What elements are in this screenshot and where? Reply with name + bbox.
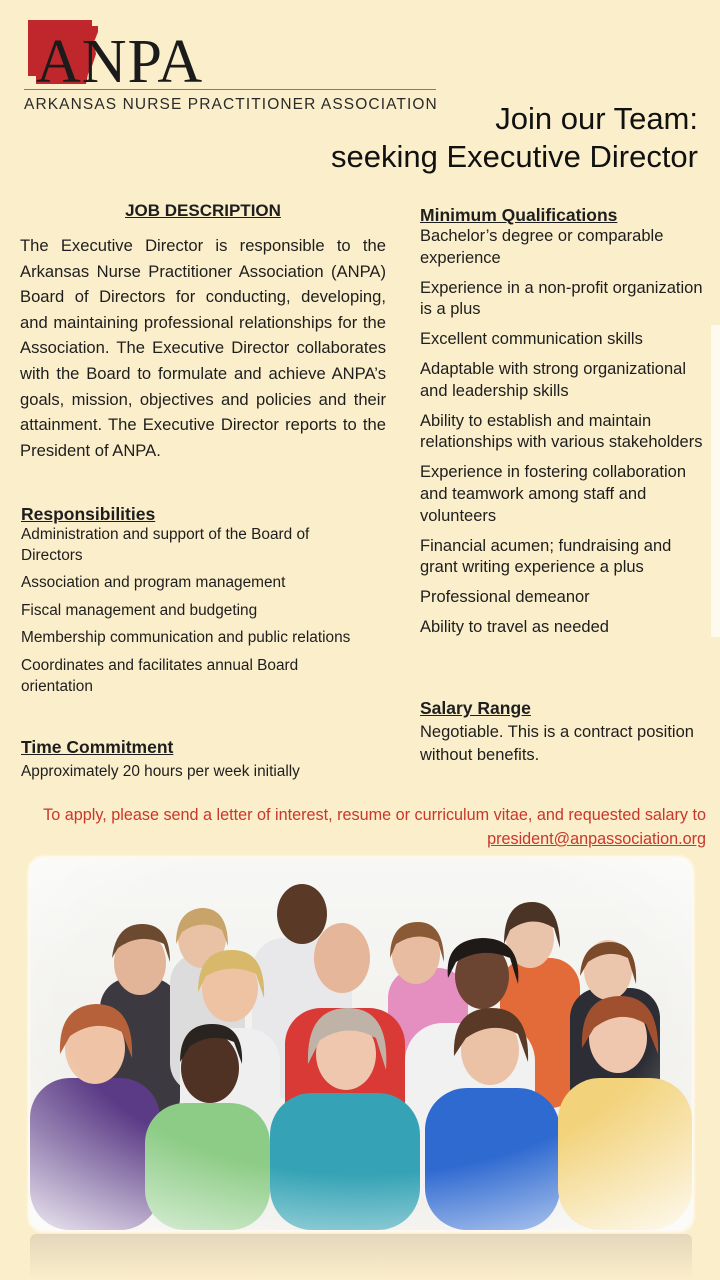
list-item: Administration and support of the Board of Directors (21, 526, 310, 564)
headline-line-2: seeking Executive Director (331, 139, 698, 174)
team-photo (30, 858, 692, 1230)
headline-line-1: Join our Team: (495, 101, 698, 136)
salary-text: Negotiable. This is a contract position without benefits. (420, 723, 694, 764)
list-item: Professional demeanor (420, 588, 590, 607)
list-item: Bachelor’s degree or comparable experience (420, 227, 664, 267)
job-description-title: JOB DESCRIPTION (125, 201, 281, 220)
responsibilities-section (21, 504, 371, 704)
logo-text: ANPA (36, 28, 204, 86)
qualifications-section (420, 205, 705, 647)
page-edge-strip (711, 325, 720, 637)
time-commitment-title: Time Commitment (21, 737, 174, 757)
list-item: Ability to establish and maintain relationships with various stakeholders (420, 411, 703, 452)
anpa-logo (22, 14, 232, 86)
qualifications-title: Minimum Qualifications (420, 205, 618, 225)
apply-instructions (6, 803, 706, 851)
apply-text: To apply, please send a letter of interest, resume or curriculum vitae, and requested salary to (43, 806, 706, 824)
team-photo-reflection (30, 1234, 692, 1280)
team-photo-illustration (30, 858, 692, 1230)
list-item: Fiscal management and budgeting (21, 601, 258, 619)
list-item: Experience in fostering collaboration and teamwork among staff and volunteers (420, 463, 686, 525)
salary-title: Salary Range (420, 698, 531, 718)
time-commitment-section (21, 737, 371, 790)
logo-divider (24, 89, 436, 90)
list-item: Financial acumen; fundraising and grant writing experience a plus (420, 536, 672, 577)
list-item: Adaptable with strong organizational and leadership skills (420, 359, 687, 400)
list-item: Membership communication and public relations (21, 629, 351, 647)
headline (331, 100, 698, 176)
org-name: ARKANSAS NURSE PRACTITIONER ASSOCIATION (24, 96, 438, 113)
list-item: Association and program management (21, 574, 286, 592)
time-commitment-text: Approximately 20 hours per week initially (21, 763, 300, 780)
list-item: Coordinates and facilitates annual Board orientation (21, 656, 299, 695)
list-item: Experience in a non-profit organization is a plus (420, 278, 703, 319)
salary-section (420, 698, 705, 774)
list-item: Ability to travel as needed (420, 617, 609, 636)
responsibilities-title: Responsibilities (21, 504, 156, 524)
list-item: Excellent communication skills (420, 330, 643, 349)
job-description-body: The Executive Director is responsible to the Arkansas Nurse Practitioner Association (ANPA) Board of Directors for conducting, developing, and maintaining professional relationships for the Association. The Executive Director collaborates with the Board to formulate and achieve ANPA’s goals, mission, objectives and policies and their attainment. The Executive Director reports to the President of ANPA. (20, 236, 386, 460)
apply-email-link[interactable]: president@anpassociation.org (487, 830, 706, 848)
